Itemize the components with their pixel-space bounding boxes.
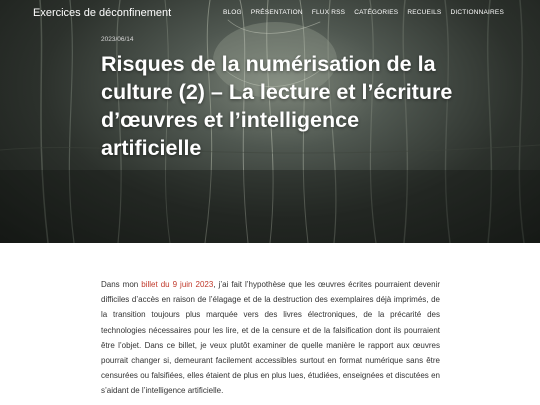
post-date: 2023/06/14 (101, 36, 134, 43)
nav-item-rss[interactable]: FLUX RSS (311, 9, 346, 16)
top-navigation-bar (0, 0, 540, 26)
nav-item-categories[interactable]: CATÉGORIES (354, 9, 399, 16)
article-paragraph-text: , j’ai fait l’hypothèse que les œuvres écrites pourraient devenir difficiles d’accès en raison de l’élagage et de la destruction des exemplaires déjà imprimés, de la transition toujours plus marquée vers des livres électroniques, de la précarité des technologies nécessaires pour les lire, et de la censure et de la falsification dont ils pourraient être l’objet. Dans ce billet, je veux plutôt examiner de quelle manière le rapport aux œuvres pourrait changer si, demeurant facilement accessibles surtout en format numérique sans être censurées ou falsifiées, elles étaient de plus en plus lues, étudiées, enseignées et discutées en s’aidant de l’intelligence artificielle. (101, 280, 440, 396)
site-title[interactable]: Exercices de déconfinement (33, 7, 172, 19)
main-nav (223, 9, 504, 16)
nav-item-presentation[interactable]: PRÉSENTATION (250, 9, 303, 16)
article-body (101, 277, 440, 399)
nav-item-recueils[interactable]: RECUEILS (407, 9, 442, 16)
article-intro-text: Dans mon (101, 280, 142, 289)
nav-item-blog[interactable]: BLOG (222, 9, 242, 16)
nav-item-dictionnaires[interactable]: DICTIONNAIRES (450, 9, 504, 16)
post-title: Risques de la numérisation de la culture (2) – La lecture et l’écriture d’œuvres et l’intelligence artificielle (101, 52, 453, 160)
billet-link[interactable]: billet du 9 juin 2023 (141, 280, 214, 289)
